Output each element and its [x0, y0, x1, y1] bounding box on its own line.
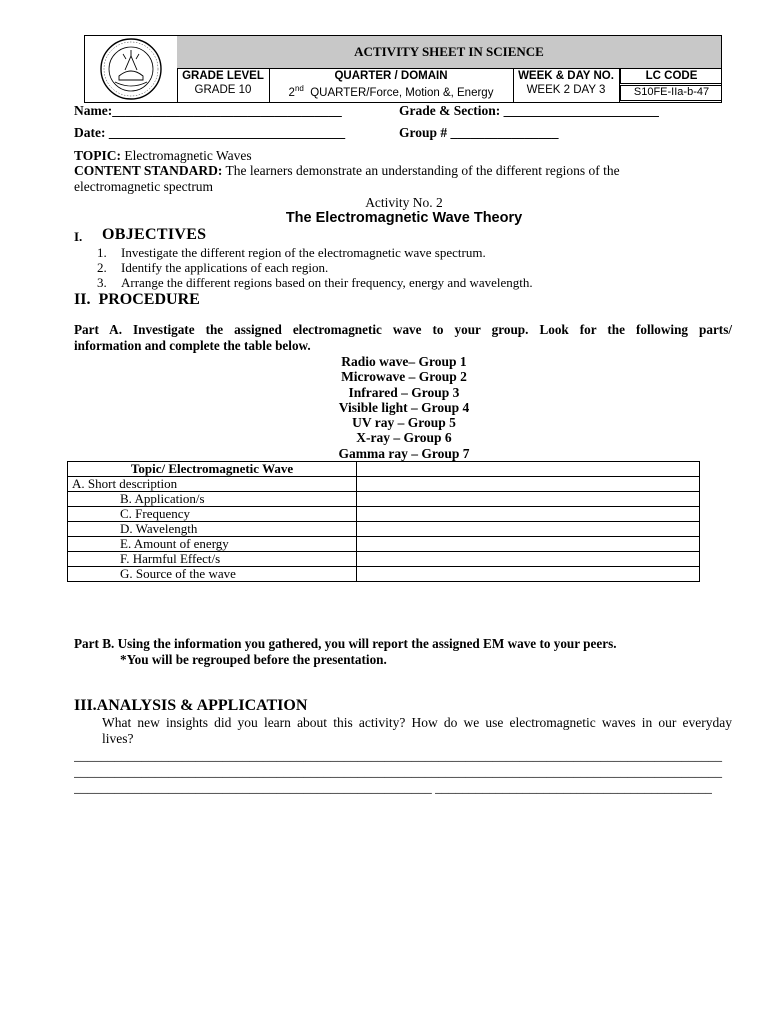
group-assignment: Gamma ray – Group 7: [338, 445, 470, 461]
group-assignment: Radio wave– Group 1: [341, 354, 467, 369]
table-row: [68, 492, 700, 507]
group-assignment: UV ray – Group 5: [352, 415, 456, 431]
deped-seal-logo: [85, 36, 177, 102]
part-b-line1: Part B. Using the information you gathered, you will report the assigned EM wave to your peers.: [74, 636, 617, 651]
wave-info-table: [67, 461, 700, 582]
content-standard: [74, 163, 734, 179]
answer-lines[interactable]: [74, 748, 734, 796]
table-row-label: F. Harmful Effect/s: [68, 552, 357, 567]
group-assignment: Microwave – Group 2: [341, 369, 467, 385]
table-row-label: A. Short description: [68, 477, 357, 492]
name-label: Name:: [74, 103, 113, 118]
table-row-label: C. Frequency: [68, 507, 357, 522]
part-a-line1: Part A. Investigate the assigned electromagnetic wave to your group. Look for the following parts/: [74, 322, 732, 337]
week-cell: [513, 68, 620, 102]
table-row: [68, 537, 700, 552]
group-assignment: Infrared – Group 3: [348, 384, 460, 400]
week-value: WEEK 2 DAY 3: [526, 84, 606, 96]
objective-number: 1.: [97, 245, 107, 260]
quarter-ordinal-suffix: nd: [294, 84, 304, 93]
grade-level-value: GRADE 10: [194, 84, 252, 96]
grade-level-cell: [177, 68, 270, 102]
quarter-value: QUARTER/Force, Motion &, Energy: [310, 86, 494, 99]
group-label: Group #: [399, 125, 448, 140]
date-field[interactable]: [74, 125, 345, 141]
table-header-row: [68, 462, 700, 477]
table-header-cell: Topic/ Electromagnetic Wave: [68, 462, 357, 477]
objectives-list: [97, 245, 533, 290]
answer-cell[interactable]: [357, 507, 700, 522]
group-assignment: Visible light – Group 4: [338, 399, 470, 415]
answer-line[interactable]: _____________________________________________________ _________________________________________: [74, 780, 712, 795]
activity-title: The Electromagnetic Wave Theory: [285, 210, 523, 226]
table-row: [68, 507, 700, 522]
sheet-title: ACTIVITY SHEET IN SCIENCE: [177, 36, 721, 69]
topic-value: Electromagnetic Waves: [124, 148, 252, 163]
objectives-heading: OBJECTIVES: [102, 226, 207, 243]
name-line[interactable]: __________________________________: [112, 103, 342, 118]
group-assignment: X-ray – Group 6: [356, 430, 452, 446]
quarter-label: QUARTER / DOMAIN: [334, 70, 448, 82]
table-row: [68, 567, 700, 582]
part-b-line2: *You will be regrouped before the presentation.: [120, 652, 387, 667]
quarter-value-wrap: [269, 84, 513, 99]
answer-cell[interactable]: [357, 522, 700, 537]
analysis-question-line2: lives?: [102, 731, 134, 746]
objective-number: 2.: [97, 260, 107, 275]
answer-cell[interactable]: [357, 462, 700, 477]
answer-cell[interactable]: [357, 552, 700, 567]
table-row-label: D. Wavelength: [68, 522, 357, 537]
objective-text: Identify the applications of each region.: [121, 260, 329, 275]
objective-item: [97, 245, 533, 260]
quarter-ordinal: 2: [288, 86, 295, 99]
table-row: [68, 552, 700, 567]
topic-label: TOPIC:: [74, 148, 122, 163]
header-table: [84, 35, 722, 103]
table-row-label: B. Application/s: [68, 492, 357, 507]
objectives-numeral: I.: [74, 229, 83, 244]
objective-item: [97, 260, 533, 275]
lc-code-label: LC CODE: [620, 68, 722, 84]
content-standard-cont: electromagnetic spectrum: [74, 179, 214, 194]
grade-section-line[interactable]: _______________________: [503, 103, 659, 118]
grade-section-label: Grade & Section:: [399, 103, 501, 118]
answer-cell[interactable]: [357, 537, 700, 552]
grade-section-field[interactable]: [399, 103, 659, 119]
objective-text: Arrange the different regions based on their frequency, energy and wavelength.: [121, 275, 533, 290]
group-assignments: [0, 354, 768, 461]
objective-number: 3.: [97, 275, 107, 290]
answer-cell[interactable]: [357, 477, 700, 492]
answer-cell[interactable]: [357, 567, 700, 582]
table-row-label: E. Amount of energy: [68, 537, 357, 552]
topic-line: [74, 148, 252, 164]
objective-text: Investigate the different region of the electromagnetic wave spectrum.: [121, 245, 486, 260]
logo-cell: [85, 36, 178, 102]
answer-cell[interactable]: [357, 492, 700, 507]
quarter-cell: [269, 68, 514, 102]
procedure-heading: II. PROCEDURE: [74, 291, 200, 308]
group-line[interactable]: ________________: [450, 125, 559, 140]
answer-line[interactable]: ________________________________________________________________________________________________: [74, 764, 722, 779]
analysis-heading: III.ANALYSIS & APPLICATION: [74, 697, 308, 714]
date-label: Date:: [74, 125, 106, 140]
activity-number: Activity No. 2: [365, 195, 443, 210]
content-standard-value: The learners demonstrate an understanding of the different regions of the: [225, 163, 620, 178]
objective-item: [97, 275, 533, 290]
analysis-question-line1: What new insights did you learn about this activity? How do we use electromagnetic waves in our everyday: [102, 715, 732, 730]
lc-code-value: S10FE-IIa-b-47: [620, 85, 722, 101]
table-row-label: G. Source of the wave: [68, 567, 357, 582]
lc-code-cell: [620, 68, 722, 102]
date-line[interactable]: ___________________________________: [108, 125, 346, 140]
answer-line[interactable]: ________________________________________________________________________________________________: [74, 748, 722, 763]
group-field[interactable]: [399, 125, 559, 141]
part-a-line2: information and complete the table below.: [74, 338, 311, 353]
grade-level-label: GRADE LEVEL: [182, 70, 264, 82]
name-field[interactable]: [74, 103, 342, 119]
table-row: [68, 522, 700, 537]
week-label: WEEK & DAY NO.: [518, 70, 614, 82]
content-standard-label: CONTENT STANDARD:: [74, 163, 223, 178]
table-row: [68, 477, 700, 492]
